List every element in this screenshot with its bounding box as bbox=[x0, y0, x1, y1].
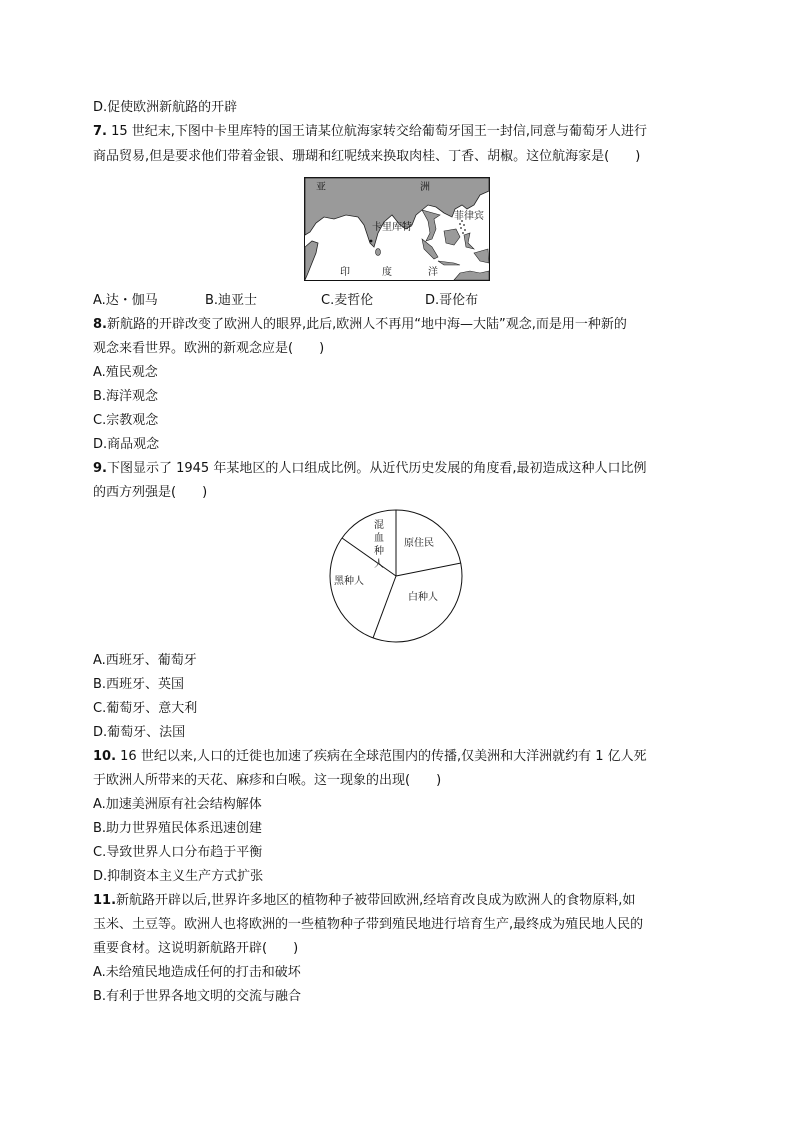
map-label-asia-1: 亚 bbox=[316, 182, 326, 193]
q10-stem-text1: 16 世纪以来,人口的迁徙也加速了疾病在全球范围内的传播,仅美洲和大洋洲就约有 1 亿人死 bbox=[116, 749, 647, 764]
q7-stem-line2: 商品贸易,但是要求他们带着金银、珊瑚和红呢绒来换取肉桂、丁香、胡椒。这位航海家是( ) bbox=[93, 149, 641, 164]
calicut-marker bbox=[370, 240, 373, 243]
q8-number: 8. bbox=[93, 317, 107, 332]
q11-stem-line1 bbox=[93, 893, 635, 909]
q8-option-d: D.商品观念 bbox=[93, 437, 160, 452]
q6-option-d: D.促使欧洲新航路的开辟 bbox=[93, 100, 238, 115]
q7-number: 7. bbox=[93, 124, 107, 139]
sri-lanka-island bbox=[376, 249, 381, 256]
map-label-philippines: 菲律宾 bbox=[454, 211, 484, 222]
q10-option-d: D.抑制资本主义生产方式扩张 bbox=[93, 869, 264, 884]
q10-option-a: A.加速美洲原有社会结构解体 bbox=[93, 797, 262, 812]
map-label-indian-3: 洋 bbox=[428, 267, 438, 278]
q7-option-a: A.达・伽马 bbox=[93, 293, 158, 308]
q11-number: 11. bbox=[93, 893, 117, 908]
q9-stem-line2: 的西方列强是( ) bbox=[93, 485, 208, 500]
map-label-calicut: 卡里库特 bbox=[372, 222, 412, 233]
q7-stem-text1: 15 世纪末,下图中卡里库特的国王请某位航海家转交给葡萄牙国王一封信,同意与葡萄牙人进行 bbox=[106, 124, 648, 139]
q7-option-c: C.麦哲伦 bbox=[321, 293, 374, 308]
pie-label-mixed-3: 种 bbox=[374, 546, 384, 557]
q9-option-b: B.西班牙、英国 bbox=[93, 677, 185, 692]
q8-option-a: A.殖民观念 bbox=[93, 365, 158, 380]
q10-stem-line1 bbox=[93, 749, 647, 765]
pie-label-native: 原住民 bbox=[404, 538, 434, 549]
q9-option-d: D.葡萄牙、法国 bbox=[93, 725, 186, 740]
map-figure-indian-ocean bbox=[304, 177, 490, 281]
q10-stem-line2: 于欧洲人所带来的天花、麻疹和白喉。这一现象的出现( ) bbox=[93, 773, 442, 788]
q9-number: 9. bbox=[93, 461, 107, 476]
q11-option-b: B.有利于世界各地文明的交流与融合 bbox=[93, 989, 302, 1004]
q11-stem-line3: 重要食材。这说明新航路开辟( ) bbox=[93, 941, 299, 956]
q10-number: 10. bbox=[93, 749, 117, 764]
q10-option-b: B.助力世界殖民体系迅速创建 bbox=[93, 821, 263, 836]
q10-option-c: C.导致世界人口分布趋于平衡 bbox=[93, 845, 263, 860]
pie-label-black: 黑种人 bbox=[334, 576, 364, 587]
q8-option-b: B.海洋观念 bbox=[93, 389, 159, 404]
q8-stem-text1: 新航路的开辟改变了欧洲人的眼界,此后,欧洲人不再用“地中海—大陆”观念,而是用一种新的 bbox=[106, 317, 627, 332]
population-pie-figure bbox=[328, 508, 464, 644]
pie-label-mixed-2: 血 bbox=[374, 533, 384, 544]
pie-label-mixed-4: 人 bbox=[374, 559, 384, 570]
q9-option-a: A.西班牙、葡萄牙 bbox=[93, 653, 197, 668]
q7-stem-line1 bbox=[93, 124, 647, 140]
pie-label-mixed-1: 混 bbox=[374, 520, 384, 531]
q8-option-c: C.宗教观念 bbox=[93, 413, 159, 428]
pie-label-white: 白种人 bbox=[408, 592, 438, 603]
q7-option-d: D.哥伦布 bbox=[425, 293, 479, 308]
q9-option-c: C.葡萄牙、意大利 bbox=[93, 701, 198, 716]
map-label-indian-1: 印 bbox=[340, 267, 350, 278]
q11-option-a: A.未给殖民地造成任何的打击和破坏 bbox=[93, 965, 301, 980]
q9-stem-line1 bbox=[93, 461, 646, 477]
q9-stem-text1: 下图显示了 1945 年某地区的人口组成比例。从近代历史发展的角度看,最初造成这种人口比例 bbox=[106, 461, 647, 476]
map-label-indian-2: 度 bbox=[382, 267, 392, 278]
q7-option-b: B.迪亚士 bbox=[205, 293, 258, 308]
q11-stem-line2: 玉米、土豆等。欧洲人也将欧洲的一些植物种子带到殖民地进行培育生产,最终成为殖民地人民的 bbox=[93, 917, 644, 932]
q8-stem-line2: 观念来看世界。欧洲的新观念应是( ) bbox=[93, 341, 325, 356]
q11-stem-text1: 新航路开辟以后,世界许多地区的植物种子被带回欧洲,经培育改良成为欧洲人的食物原料,如 bbox=[116, 893, 636, 908]
q8-stem-line1 bbox=[93, 317, 627, 333]
map-label-asia-2: 洲 bbox=[420, 182, 430, 193]
